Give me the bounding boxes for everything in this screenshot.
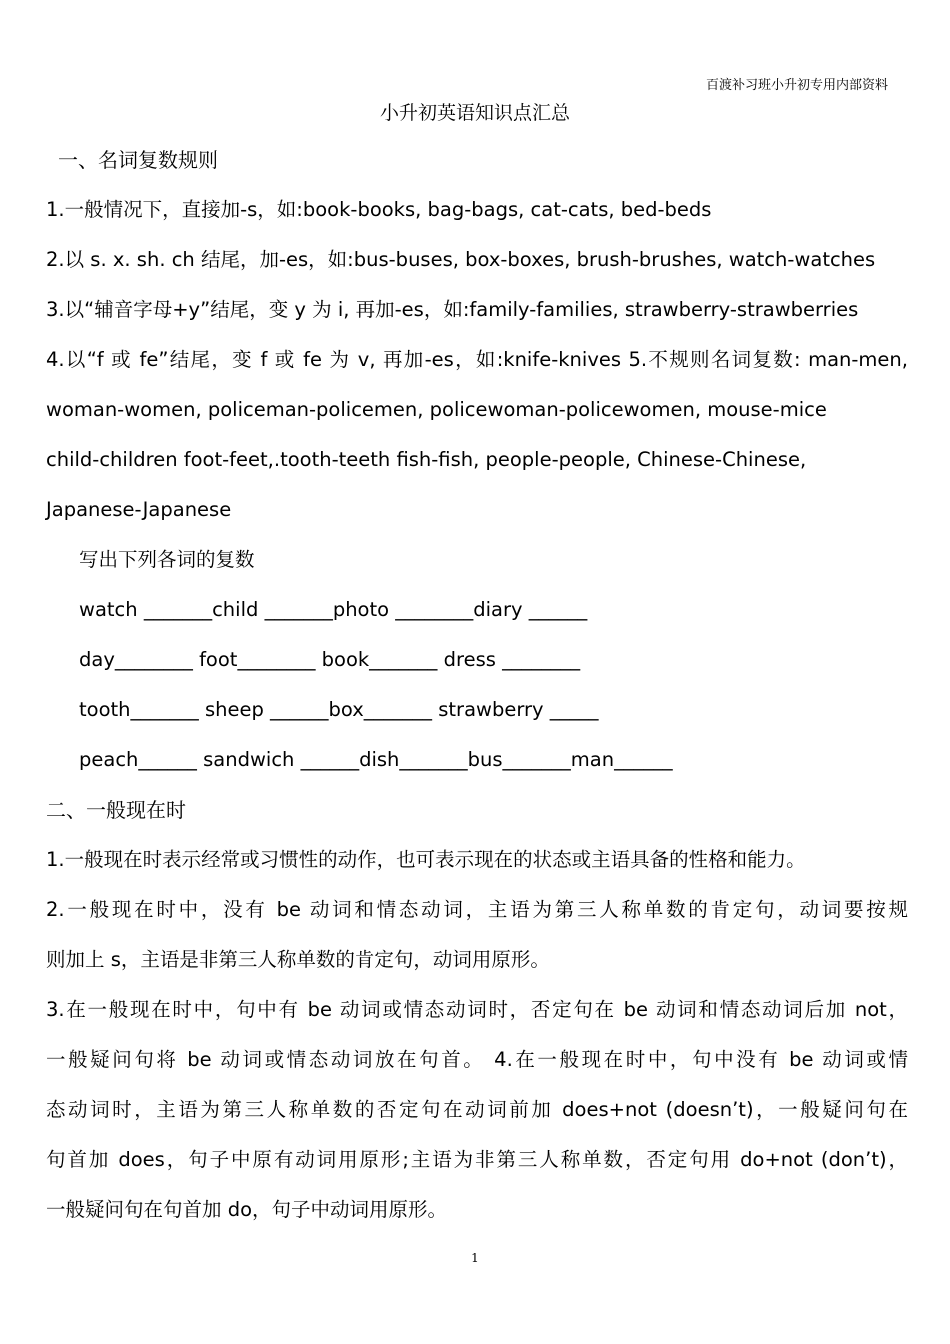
section-heading-1: 一、名词复数规则: [58, 148, 218, 172]
exercise-line: day________ foot________ book_______ dress ________: [79, 648, 581, 671]
exercise-line: tooth_______ sheep ______box_______ strawberry _____: [79, 698, 599, 721]
paragraph-line: 一般疑问句将 be 动词或情态动词放在句首。 4.在一般现在时中，句中没有 be 动词或情: [46, 1048, 908, 1071]
paragraph-line: 2.一般现在时中，没有 be 动词和情态动词，主语为第三人称单数的肯定句，动词要按规: [46, 898, 908, 921]
rule-line: 1.一般情况下，直接加-s，如:book-books, bag-bags, cat-cats, bed-beds: [46, 198, 712, 221]
exercise-line: watch _______child _______photo ________diary ______: [79, 598, 588, 621]
exercise-line: peach______ sandwich ______dish_______bus_______man______: [79, 748, 673, 771]
paragraph-line: 一般疑问句在句首加 do，句子中动词用原形。: [46, 1198, 448, 1221]
paragraph-line: 3.在一般现在时中，句中有 be 动词或情态动词时，否定句在 be 动词和情态动词后加 not，: [46, 998, 908, 1021]
rule-line: 3.以“辅音字母+y”结尾，变 y 为 i, 再加-es，如:family-families, strawberry-strawberries: [46, 298, 859, 321]
rule-line: 4.以“f 或 fe”结尾，变 f 或 fe 为 v, 再加-es，如:knife-knives 5.不规则名词复数: man-men,: [46, 348, 908, 371]
rule-line: child-children foot-feet,.tooth-teeth fish-fish, people-people, Chinese-Chinese,: [46, 448, 807, 471]
rule-line: Japanese-Japanese: [46, 498, 232, 521]
paragraph-line: 1.一般现在时表示经常或习惯性的动作，也可表示现在的状态或主语具备的性格和能力。: [46, 848, 806, 871]
page-title: 小升初英语知识点汇总: [379, 102, 570, 124]
paragraph-line: 态动词时，主语为第三人称单数的否定句在动词前加 does+not (doesn’t)，一般疑问句在: [46, 1098, 908, 1121]
exercise-title: 写出下列各词的复数: [79, 548, 255, 571]
section-heading-2: 二、一般现在时: [46, 798, 186, 822]
rule-line: 2.以 s. x. sh. ch 结尾，加-es，如:bus-buses, box-boxes, brush-brushes, watch-watches: [46, 248, 876, 271]
paragraph-line: 句首加 does，句子中原有动词用原形;主语为非第三人称单数，否定句用 do+not (don’t)，: [46, 1148, 908, 1171]
rule-line: woman-women, policeman-policemen, policewoman-policewomen, mouse-mice: [46, 398, 827, 421]
page-number: 1: [471, 1251, 479, 1265]
header-note: 百渡补习班小升初专用内部资料: [705, 78, 888, 93]
paragraph-line: 则加上 s，主语是非第三人称单数的肯定句，动词用原形。: [46, 948, 550, 971]
